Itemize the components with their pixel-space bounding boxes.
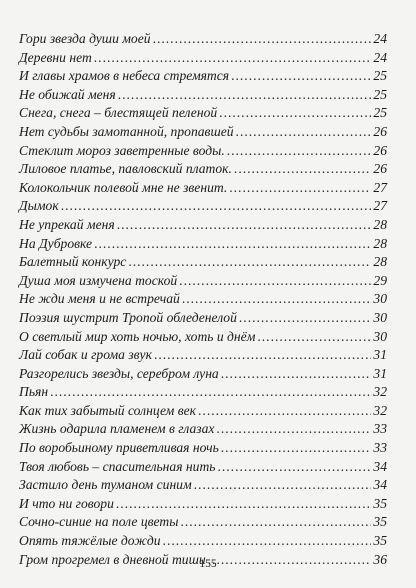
toc-entry-title: Колокольчик полевой мне не звенит. — [19, 179, 228, 195]
toc-entry — [19, 104, 387, 123]
toc-entry-title: Не обижай меня — [19, 86, 116, 102]
toc-entry-page: 27 — [373, 179, 387, 195]
toc-entry-title: Жизнь одарила пламенем в глазах — [19, 421, 215, 437]
toc-entry-title: Дымок — [19, 198, 59, 214]
toc-entry — [19, 67, 387, 86]
toc-entry — [19, 476, 387, 495]
toc-entry-title: Разгорелись звезды, серебром луна — [19, 365, 219, 381]
toc-entry-page: 30 — [373, 309, 387, 325]
toc-entry-title: Пьян — [19, 384, 49, 400]
toc-entry-page: 34 — [373, 477, 387, 493]
toc-dot-leader — [128, 253, 371, 272]
toc-entry-title: О светлый мир хоть ночью, хоть и днём — [19, 328, 256, 344]
toc-entry-page: 33 — [373, 421, 387, 437]
toc-dot-leader — [239, 309, 371, 328]
toc-entry-title: Опять тяжёлые дожди — [19, 533, 161, 549]
toc-entry-page: 30 — [373, 291, 387, 307]
toc-entry-title: Как тих забытый солнцем век — [19, 402, 197, 418]
page-number: 155 — [199, 558, 217, 570]
toc-dot-leader — [198, 402, 371, 421]
toc-entry — [19, 513, 387, 532]
toc-entry-title: Гром прогремел в дневной тиши — [19, 551, 206, 567]
toc-entry — [19, 346, 387, 365]
toc-dot-leader — [231, 67, 371, 86]
toc-entry-title: Не упрекай меня — [19, 216, 115, 232]
toc-dot-leader — [61, 197, 371, 216]
toc-entry — [19, 160, 387, 179]
toc-entry — [19, 402, 387, 421]
toc-dot-leader — [194, 476, 371, 495]
table-of-contents — [19, 30, 387, 569]
toc-entry — [19, 309, 387, 328]
toc-entry-title: Лай собак и грома звук — [19, 347, 152, 363]
toc-entry-title: Душа моя измучена тоской — [19, 272, 178, 288]
toc-entry — [19, 30, 387, 49]
toc-entry — [19, 365, 387, 384]
toc-entry-title: По воробьиному приветливая ночь — [19, 440, 219, 456]
toc-entry-page: 24 — [373, 49, 387, 65]
toc-entry — [19, 142, 387, 161]
toc-entry — [19, 532, 387, 551]
toc-dot-leader — [217, 458, 371, 477]
toc-entry-page: 26 — [373, 123, 387, 139]
toc-entry-page: 27 — [373, 198, 387, 214]
toc-entry-page: 24 — [373, 31, 387, 46]
toc-dot-leader — [179, 272, 371, 291]
toc-entry-page: 25 — [373, 68, 387, 84]
toc-entry — [19, 383, 387, 402]
toc-entry-title: И главы храмов в небеса стремятся — [19, 68, 230, 84]
toc-entry — [19, 439, 387, 458]
toc-entry-page: 28 — [373, 235, 387, 251]
toc-entry-title: Стеклит мороз заветренные воды. — [19, 142, 225, 158]
toc-entry — [19, 235, 387, 254]
toc-dot-leader — [153, 30, 371, 49]
toc-entry-page: 35 — [373, 533, 387, 549]
toc-entry — [19, 495, 387, 514]
toc-entry-page: 29 — [373, 272, 387, 288]
toc-dot-leader — [94, 235, 371, 254]
toc-entry-title: Нет судьбы замотанной, пропавшей — [19, 123, 234, 139]
toc-entry-title: Гори звезда души моей — [19, 31, 151, 46]
toc-entry-page: 26 — [373, 161, 387, 177]
toc-dot-leader — [182, 290, 371, 309]
toc-entry-title: Снега, снега – блестящей пеленой — [19, 105, 218, 121]
toc-entry-page: 32 — [373, 402, 387, 418]
toc-dot-leader — [163, 532, 371, 551]
toc-entry — [19, 458, 387, 477]
toc-dot-leader — [221, 439, 371, 458]
toc-dot-leader — [221, 365, 371, 384]
toc-entry-page: 36 — [373, 551, 387, 567]
toc-dot-leader — [219, 104, 371, 123]
toc-dot-leader — [154, 346, 371, 365]
toc-dot-leader — [257, 328, 371, 347]
toc-entry — [19, 420, 387, 439]
toc-dot-leader — [94, 49, 371, 68]
toc-entry — [19, 197, 387, 216]
toc-entry — [19, 290, 387, 309]
toc-entry-page: 31 — [373, 347, 387, 363]
toc-entry-page: 28 — [373, 216, 387, 232]
toc-dot-leader — [180, 513, 371, 532]
toc-dot-leader — [50, 383, 371, 402]
toc-dot-leader — [116, 495, 371, 514]
toc-dot-leader — [229, 179, 371, 198]
toc-entry-title: Лиловое платье, павловский платок. — [19, 161, 232, 177]
toc-entry — [19, 86, 387, 105]
toc-entry-title: Деревни нет — [19, 49, 92, 65]
toc-entry-page: 32 — [373, 384, 387, 400]
toc-entry-page: 35 — [373, 514, 387, 530]
toc-entry-title: На Дубровке — [19, 235, 93, 251]
toc-entry-title: Балетный конкурс — [19, 254, 127, 270]
toc-entry-title: Сочно-синие на поле цветы — [19, 514, 179, 530]
toc-dot-leader — [216, 420, 371, 439]
toc-entry-page: 34 — [373, 458, 387, 474]
toc-entry-title: Поэзия шустрит Тропой обледенелой — [19, 309, 237, 325]
toc-dot-leader — [234, 160, 371, 179]
toc-dot-leader — [227, 142, 371, 161]
toc-entry — [19, 253, 387, 272]
toc-entry — [19, 216, 387, 235]
toc-entry-page: 25 — [373, 86, 387, 102]
toc-dot-leader — [236, 123, 371, 142]
toc-entry-page: 25 — [373, 105, 387, 121]
toc-entry-page: 35 — [373, 495, 387, 511]
toc-dot-leader — [117, 216, 371, 235]
toc-entry-title: Твоя любовь – спасительная нить — [19, 458, 216, 474]
toc-entry — [19, 123, 387, 142]
toc-entry-page: 28 — [373, 254, 387, 270]
toc-entry — [19, 272, 387, 291]
toc-entry-title: Не жди меня и не встречай — [19, 291, 180, 307]
toc-entry — [19, 49, 387, 68]
toc-entry-page: 30 — [373, 328, 387, 344]
toc-entry-title: Застило день туманом синим — [19, 477, 192, 493]
toc-entry-title: И что ни говори — [19, 495, 114, 511]
toc-entry-page: 33 — [373, 440, 387, 456]
toc-entry-page: 26 — [373, 142, 387, 158]
toc-dot-leader — [118, 86, 371, 105]
toc-entry — [19, 179, 387, 198]
toc-entry-page: 31 — [373, 365, 387, 381]
toc-entry — [19, 328, 387, 347]
